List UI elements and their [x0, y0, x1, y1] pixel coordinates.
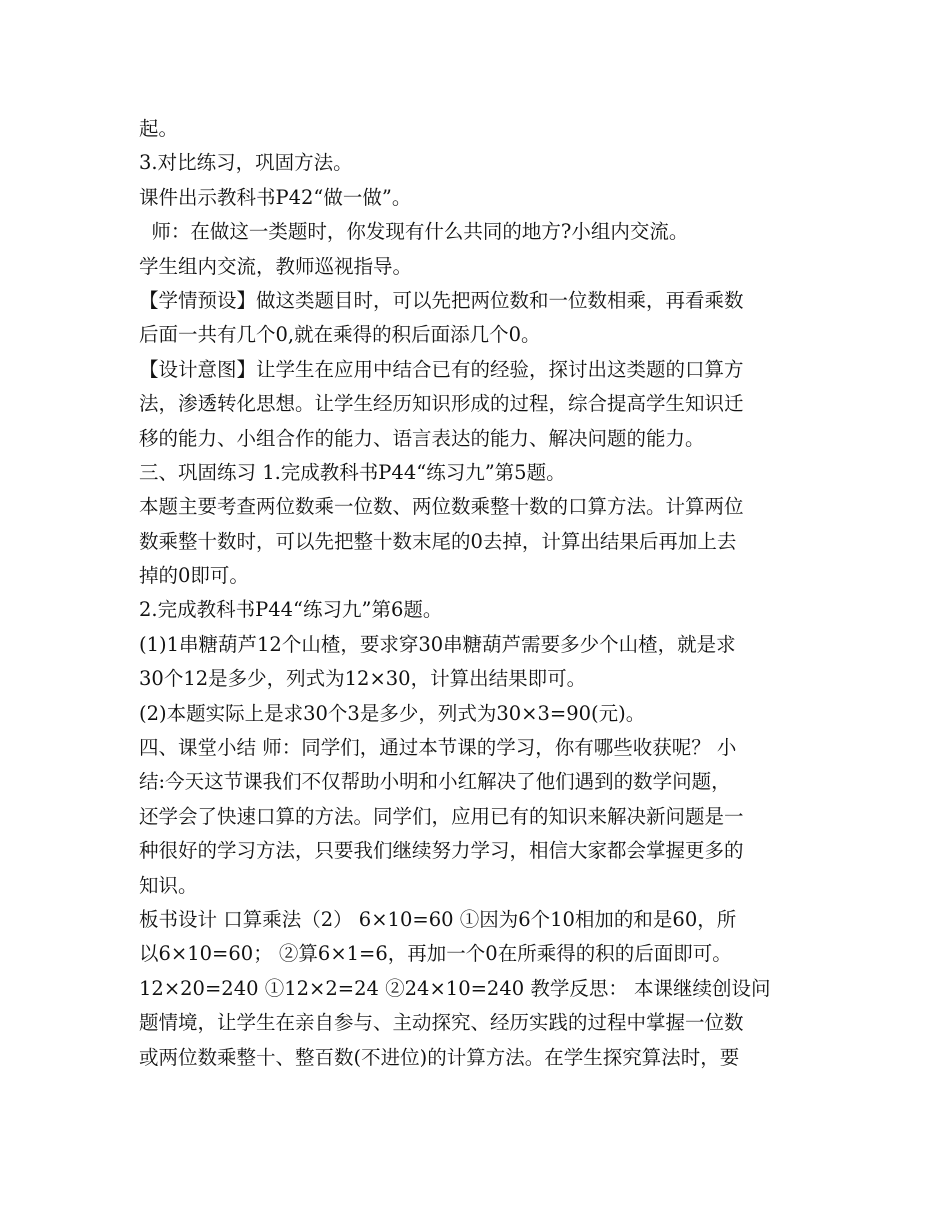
- text-line: 还学会了快速口算的方法。同学们，应用已有的知识来解决新问题是一: [139, 804, 744, 828]
- text-line: 学生组内交流，教师巡视指导。: [139, 254, 413, 278]
- text-line: 种很好的学习方法，只要我们继续努力学习，相信大家都会掌握更多的: [139, 839, 744, 863]
- text-line: 【设计意图】让学生在应用中结合已有的经验，探讨出这类题的口算方: [139, 357, 744, 381]
- text-line: 掉的0即可。: [139, 564, 249, 588]
- document-body: [139, 112, 819, 1075]
- text-line: 12×20=240 ①12×2=24 ②24×10=240 教学反思： 本课继续创设问: [139, 976, 771, 1000]
- text-line: 起。: [139, 117, 179, 140]
- text-line: 【学情预设】做这类题目时，可以先把两位数和一位数相乘，再看乘数: [139, 288, 744, 312]
- text-line: 本题主要考查两位数乘一位数、两位数乘整十数的口算方法。计算两位: [139, 495, 744, 519]
- text-line: 结:今天这节课我们不仅帮助小明和小红解决了他们遇到的数学问题，: [139, 770, 731, 794]
- text-line: 知识。: [139, 873, 198, 897]
- text-line: (2)本题实际上是求30个3是多少，列式为30×3=90(元)。: [139, 701, 646, 725]
- text-line: 数乘整十数时，可以先把整十数末尾的0去掉，计算出结果后再加上去: [139, 529, 737, 553]
- text-line: 板书设计 口算乘法（2） 6×10=60 ①因为6个10相加的和是60，所: [139, 907, 737, 931]
- text-line: 或两位数乘整十、整百数(不进位)的计算方法。在学生探究算法时，要: [139, 1045, 740, 1069]
- text-line: 30个12是多少，列式为12×30，计算出结果即可。: [139, 667, 587, 691]
- text-line: 后面一共有几个0,就在乘得的积后面添几个0。: [139, 323, 541, 347]
- text-line: 师：在做这一类题时，你发现有什么共同的地方?小组内交流。: [139, 220, 689, 244]
- text-line: 法，渗透转化思想。让学生经历知识形成的过程，综合提高学生知识迁: [139, 392, 744, 416]
- text-line: 以6×10=60； ②算6×1=6，再加一个0在所乘得的积的后面即可。: [139, 942, 732, 966]
- text-line: 移的能力、小组合作的能力、语言表达的能力、解决问题的能力。: [139, 426, 705, 450]
- text-line: 3.对比练习，巩固方法。: [139, 151, 353, 175]
- text-line: 2.完成教科书P44“练习九”第6题。: [139, 598, 443, 622]
- text-line: 题情境，让学生在亲自参与、主动探究、经历实践的过程中掌握一位数: [139, 1011, 744, 1035]
- text-line: 课件出示教科书P42“做一做”。: [139, 185, 412, 209]
- text-line: 三、巩固练习 1.完成教科书P44“练习九”第5题。: [139, 460, 566, 484]
- text-line: 四、课堂小结 师：同学们，通过本节课的学习，你有哪些收获呢？ 小: [139, 736, 737, 760]
- text-line: (1)1串糖葫芦12个山楂，要求穿30串糖葫芦需要多少个山楂，就是求: [139, 632, 736, 656]
